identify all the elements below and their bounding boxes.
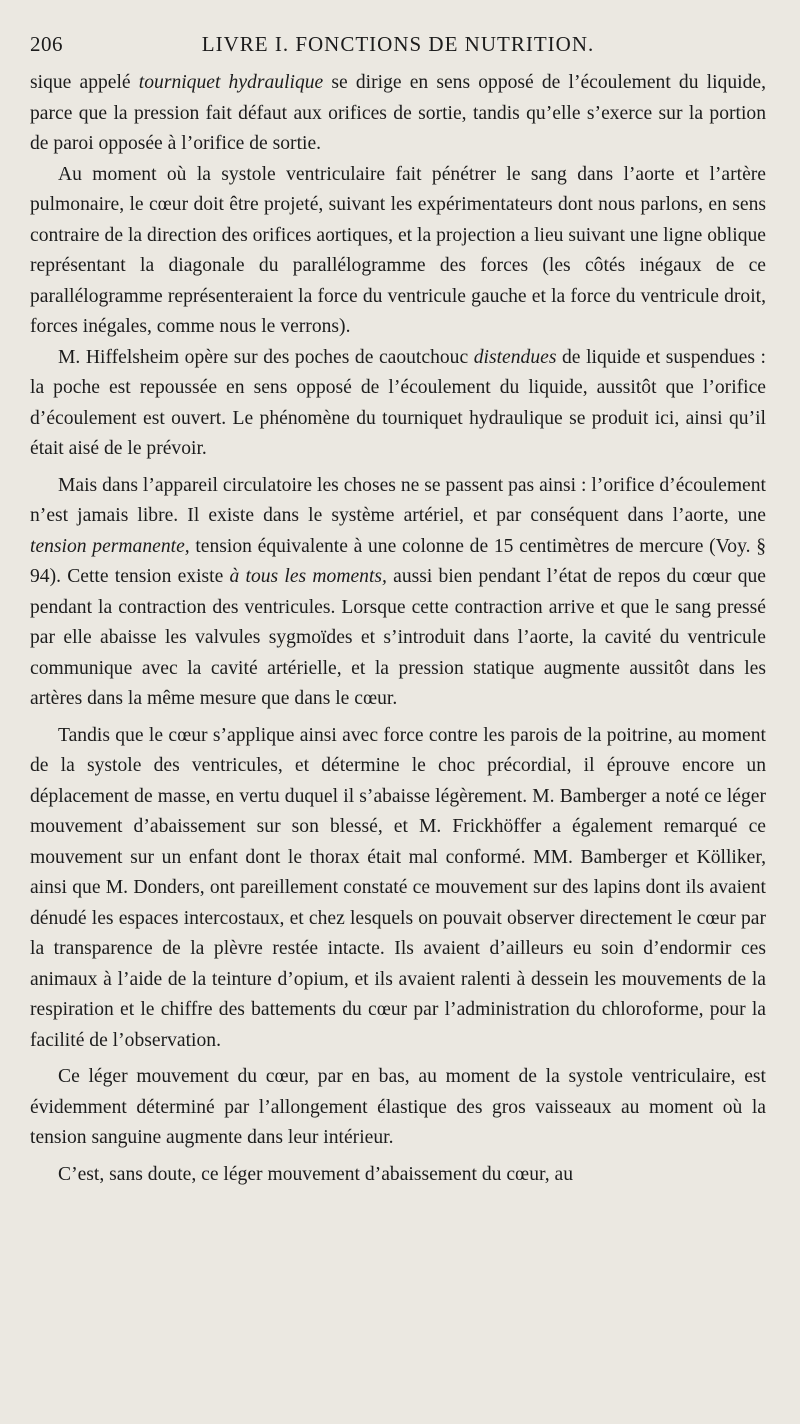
text-segment: aussi bien pendant l’état de repos du cœur que pendant la contraction des ventricules. Lorsque cette contraction arrive et que le sang pressé par elle abaisse les valvules sygmoïdes et s’introduit dans l’aorte, la cavité du ventricule communique avec la cavité artérielle, et la pression statique augmente aussitôt dans les artères dans la même mesure que dans le cœur. <box>30 566 767 709</box>
paragraph-5 <box>30 721 766 1057</box>
text-segment: se dirige en sens opposé de l’écoulement du liquide, parce que la pression fait défaut aux orifices de sortie, tandis qu’elle s’exerce sur la portion de paroi opposée à l’orifice de sortie. <box>30 72 766 154</box>
running-head <box>30 32 766 68</box>
text-segment: Ce léger mouvement du cœur, par en bas, au moment de la systole ventriculaire, est évidemment déterminé par l’allongement élastique des gros vaisseaux au moment où la tension sanguine augmente dans leur intérieur. <box>30 1066 766 1148</box>
header-title: LIVRE I. FONCTIONS DE NUTRITION. <box>201 32 595 56</box>
text-segment: Au moment où la systole ventriculaire fait pénétrer le sang dans l’aorte et l’artère pulmonaire, le cœur doit être projeté, suivant les expérimentateurs dont nous parlons, en sens contraire de la direction des orifices aortiques, et la projection a lieu suivant une ligne oblique représentant la diagonale du parallélogramme des forces (les côtés inégaux de ce parallélogramme représenteraient la force du ventricule gauche et la force du ventricule droit, forces inégales, comme nous le verrons). <box>30 163 766 337</box>
text-segment: Tandis que le cœur s’applique ainsi avec force contre les parois de la poitrine, au moment de la systole des ventricules, et détermine le choc précordial, il éprouve encore un déplacement de masse, en vertu duquel il s’abaisse légèrement. M. Bamberger a noté ce léger mouvement d’abaissement sur son blessé, et M. Frickhöffer a également remarqué ce mouvement sur un enfant dont le thorax était mal conformé. MM. Bamberger et Kölliker, ainsi que M. Donders, ont pareillement constaté ce mouvement sur des lapins dont ils avaient dénudé les espaces intercostaux, et chez lesquels on pouvait observer directement le cœur par la transparence de la plèvre restée intacte. Ils avaient d’ailleurs eu soin d’endormir ces animaux à l’aide de la teinture d’opium, et ils avaient ralenti à dessein les mouvements de la respiration et le chiffre des battements du cœur par l’administration du chloroforme, pour la facilité de l’observation. <box>30 724 766 1051</box>
paragraph-7 <box>30 1160 766 1191</box>
italic-term: à tous les moments, <box>229 566 387 587</box>
paragraph-3 <box>30 343 766 465</box>
text-segment: C’est, sans doute, ce léger mouvement d’abaissement du cœur, au <box>58 1163 574 1185</box>
text-segment: M. Hiffelsheim opère sur des poches de caoutchouc <box>58 346 474 368</box>
italic-term: tourniquet hydraulique <box>138 72 324 93</box>
text-segment: sique appelé <box>30 72 139 93</box>
paragraph-2 <box>30 160 766 343</box>
text-segment: tension équivalente à une colonne de 15 centimètres de mercure (Voy. § 94). Cette tension existe <box>30 535 766 587</box>
page-number: 206 <box>30 32 63 56</box>
paragraph-4 <box>30 471 766 715</box>
text-segment: Mais dans l’appareil circulatoire les choses ne se passent pas ainsi : l’orifice d’écoulement n’est jamais libre. Il existe dans le système artériel, et par conséquent dans l’aorte, une <box>30 474 766 526</box>
text-segment: de liquide et suspendues : la poche est repoussée en sens opposé de l’écoulement du liquide, aussitôt que l’orifice d’écoulement est ouvert. Le phénomène du tourniquet hydraulique se produit ici, ainsi qu’il était aisé de le prévoir. <box>30 346 766 459</box>
paragraph-6 <box>30 1062 766 1154</box>
italic-term: distendues <box>473 346 557 368</box>
italic-term: tension permanente, <box>30 535 190 557</box>
paragraph-1 <box>30 68 766 160</box>
